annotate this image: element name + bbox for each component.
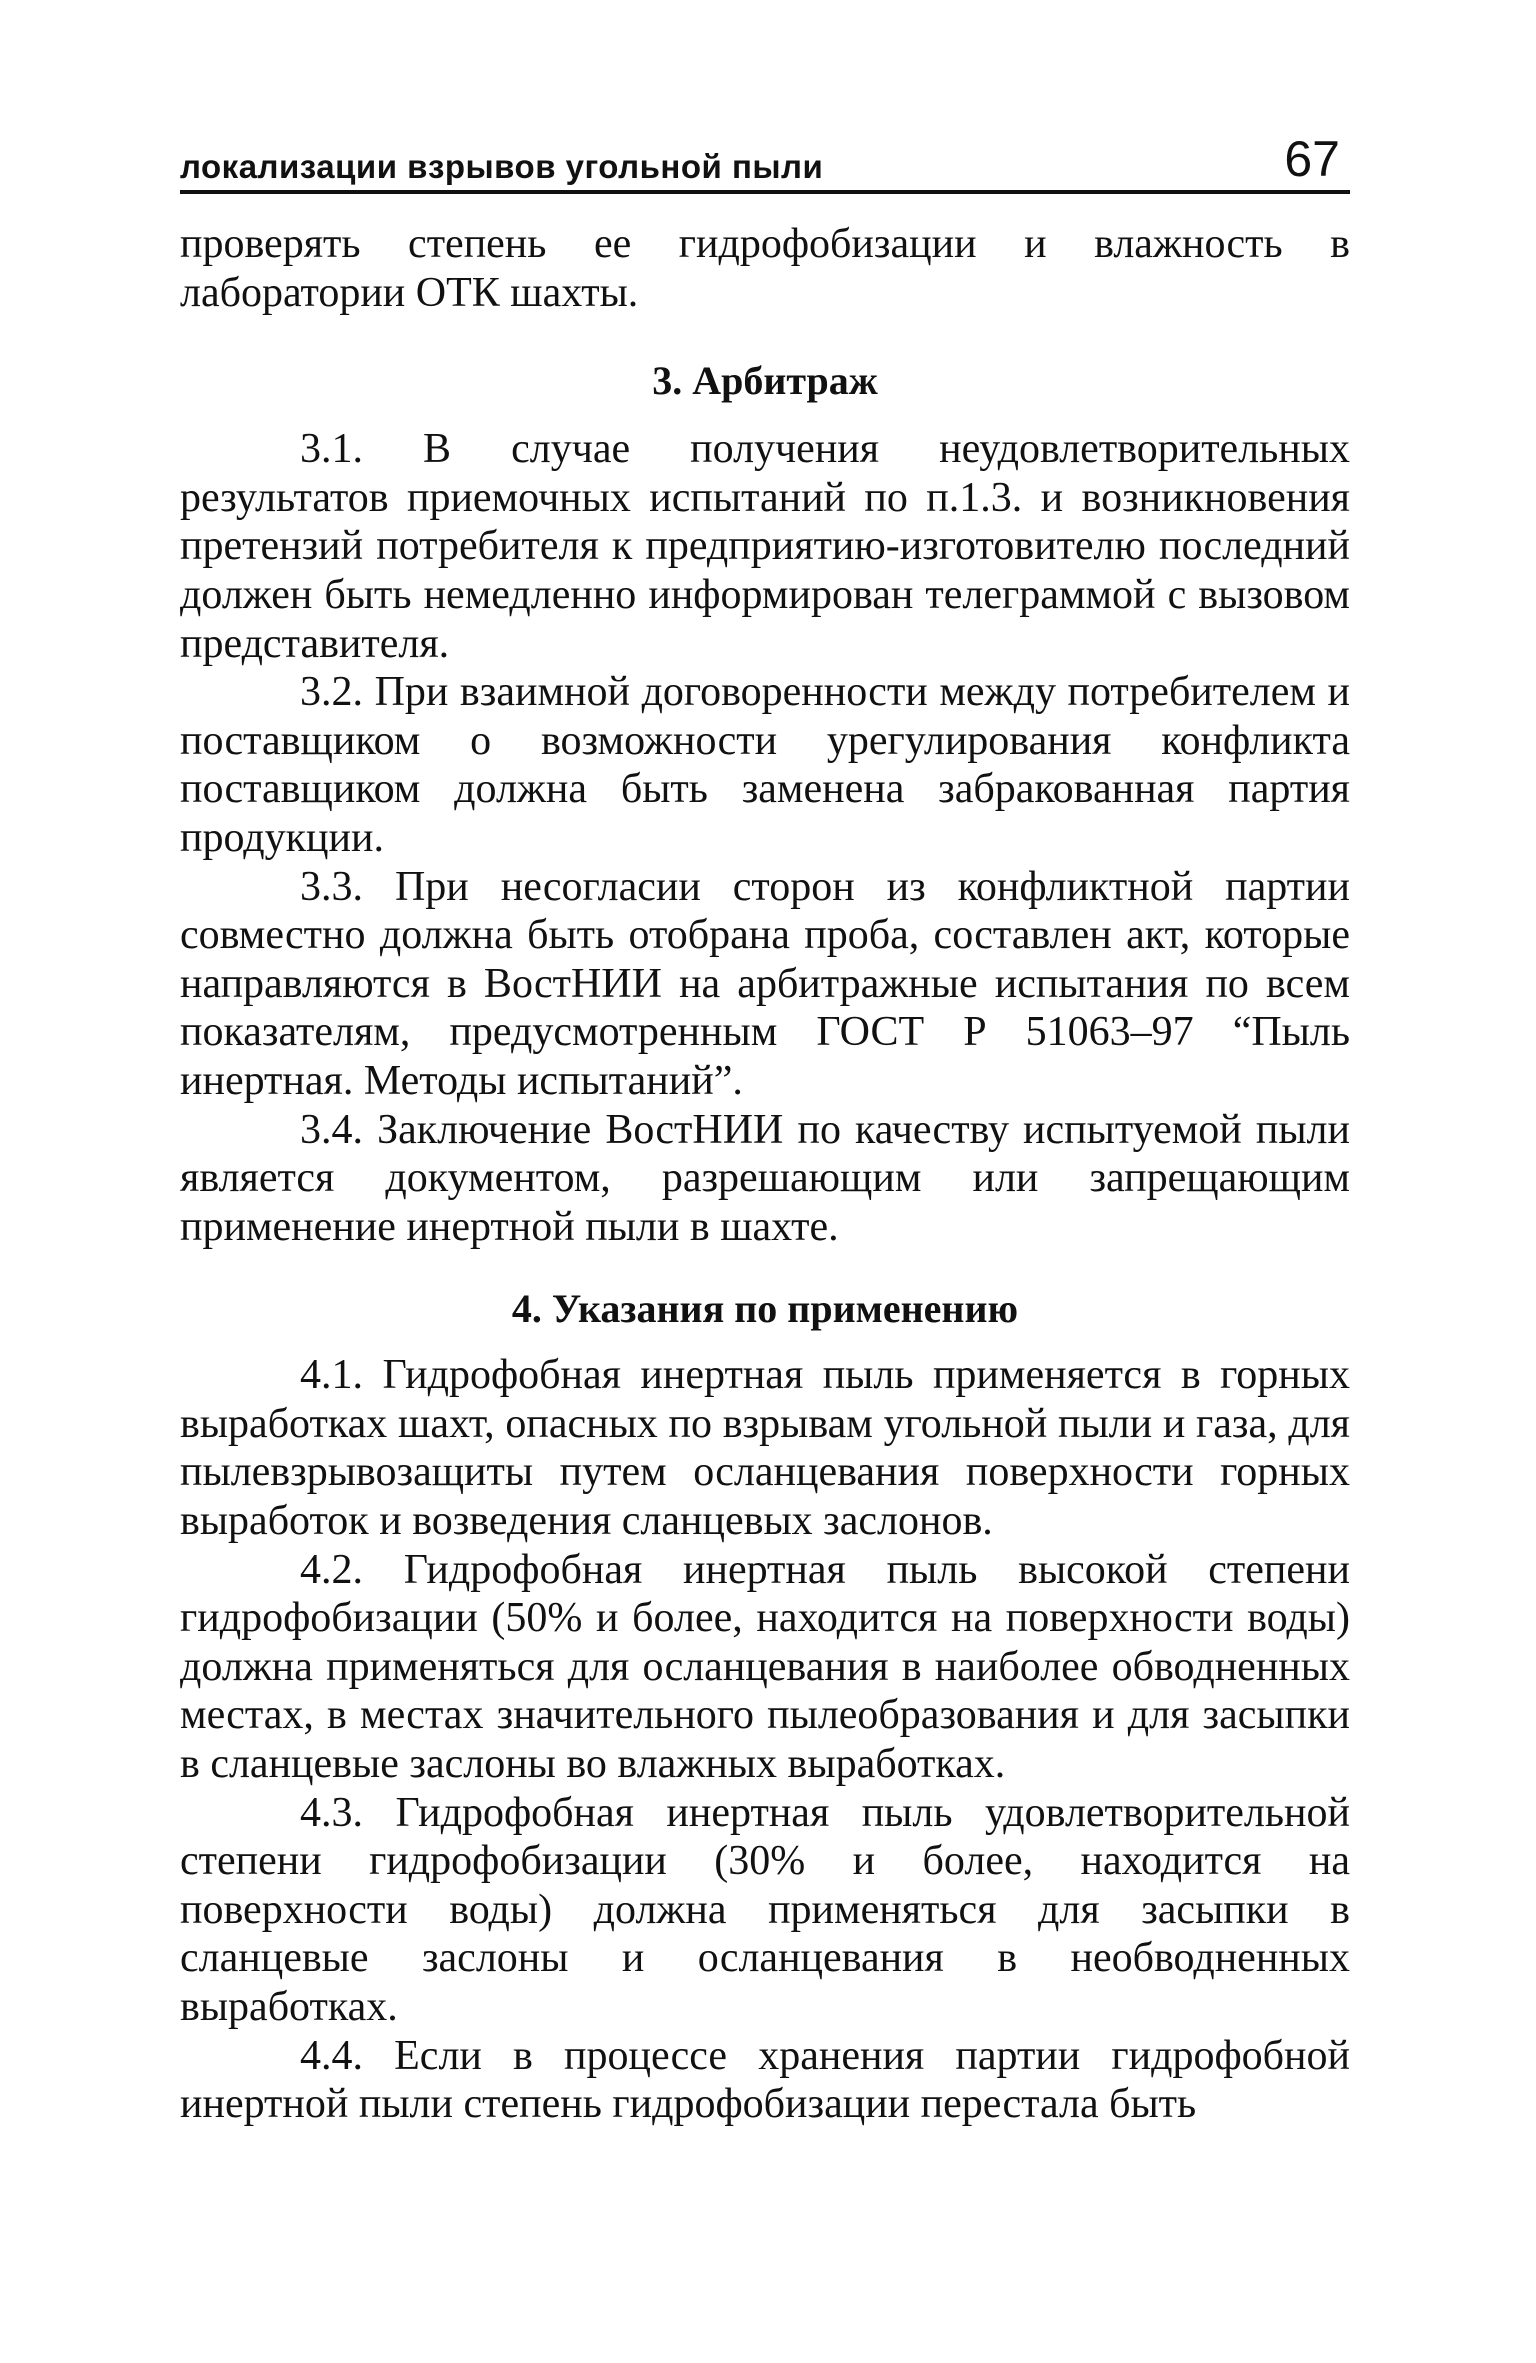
page-header: [180, 130, 1350, 194]
section-4-heading: 4. Указания по применению: [511, 1286, 1019, 1332]
section-3-heading: 3. Арбитраж: [652, 358, 878, 404]
paragraph-4-2: 4.2. Гидрофобная инертная пыль высокой степени гидрофобизации (50% и более, находится на поверхности воды) должна применяться для осланцевания в наиболее обводненных местах, в местах значительного пылеобразования и для засыпки в сланцевые заслоны во влажных выработках.: [180, 1546, 1350, 1788]
paragraph-4-1: 4.1. Гидрофобная инертная пыль применяется в горных выработках шахт, опасных по взрывам угольной пыли и газа, для пылевзрывозащиты путем осланцевания поверхности горных выработок и возведения сланцевых заслонов.: [180, 1352, 1350, 1545]
running-title: локализации взрывов угольной пыли: [180, 148, 824, 185]
intro-paragraph: проверять степень ее гидрофобизации и влажность в лаборатории ОТК шахты.: [180, 221, 1350, 316]
page-number: 67: [1284, 131, 1340, 187]
page-body: [180, 220, 1350, 2129]
paragraph-3-4: 3.4. Заключение ВостНИИ по качеству испытуемой пыли является документом, разрешающим или запрещающим применение инертной пыли в шахте.: [180, 1106, 1350, 1250]
book-page: [180, 130, 1350, 2129]
paragraph-4-3: 4.3. Гидрофобная инертная пыль удовлетворительной степени гидрофобизации (30% и более, находится на поверхности воды) должна применяться для засыпки в сланцевые заслоны и осланцевания в необводненных выработках.: [180, 1789, 1350, 2030]
paragraph-3-1: 3.1. В случае получения неудовлетворительных результатов приемочных испытаний по п.1.3. и возникновения претензий потребителя к предприятию-изготовителю последний должен быть немедленно информирован телеграммой с вызовом представителя.: [180, 426, 1350, 667]
paragraph-3-2: 3.2. При взаимной договоренности между потребителем и поставщиком о возможности урегулирования конфликта поставщиком должна быть заменена забракованная партия продукции.: [180, 669, 1350, 861]
paragraph-3-3: 3.3. При несогласии сторон из конфликтной партии совместно должна быть отобрана проба, составлен акт, которые направляются в ВостНИИ на арбитражные испытания по всем показателям, предусмотренным ГОСТ Р 51063–97 “Пыль инертная. Методы испытаний”.: [180, 863, 1350, 1104]
paragraph-4-4: 4.4. Если в процессе хранения партии гидрофобной инертной пыли степень гидрофобизации перестала быть: [180, 2032, 1350, 2128]
